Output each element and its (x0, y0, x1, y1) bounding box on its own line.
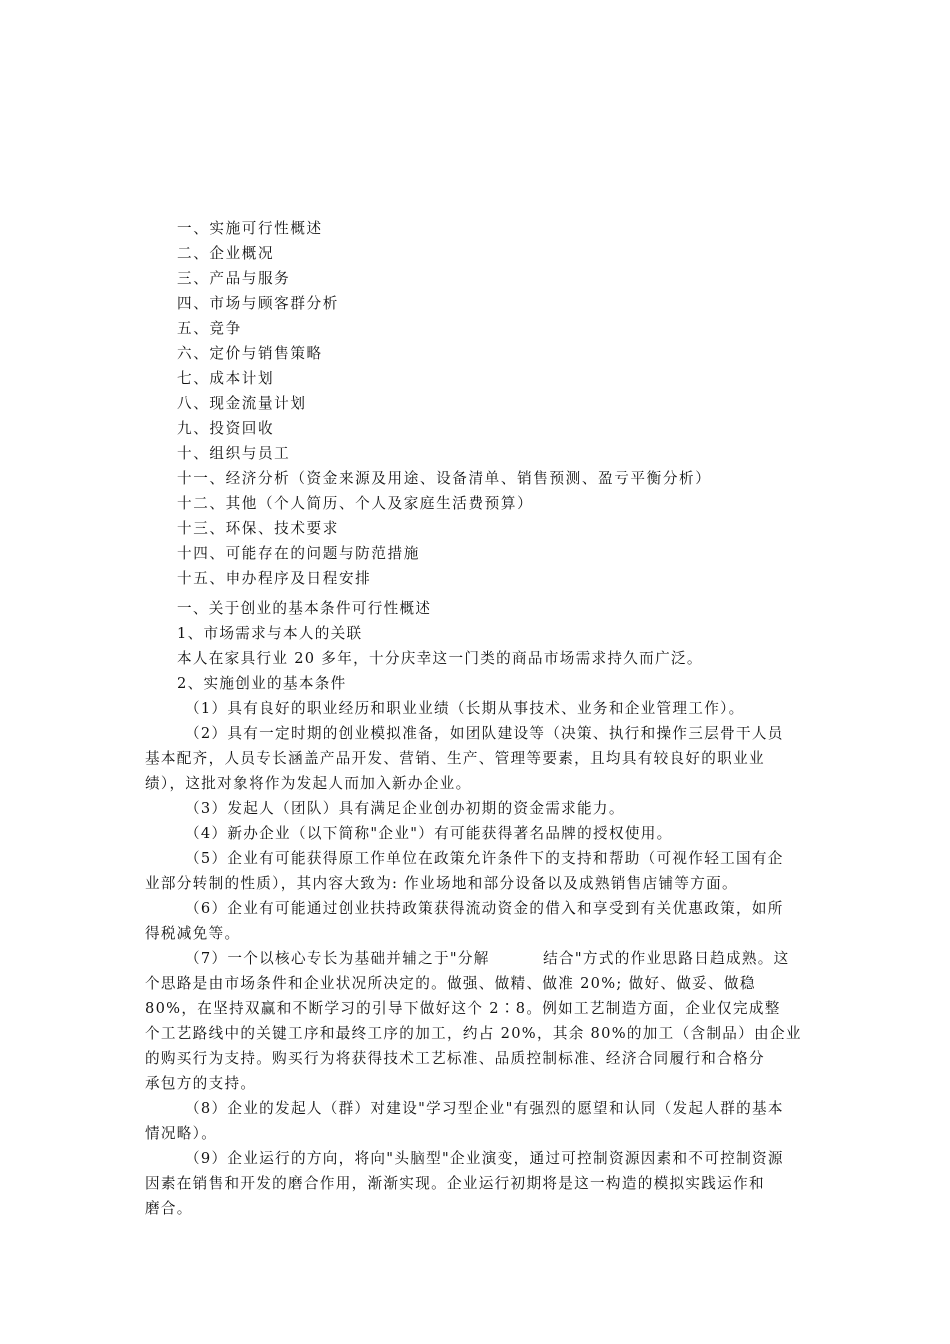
toc-item: 十、组织与员工 (177, 445, 291, 462)
paragraph-line: 个工艺路线中的关键工序和最终工序的加工，约占 20%，其余 80%的加工（含制品）由企业 (145, 1025, 802, 1042)
toc-item: 十三、环保、技术要求 (177, 520, 339, 537)
paragraph-line: （2）具有一定时期的创业模拟准备，如团队建设等（决策、执行和操作三层骨干人员 (185, 725, 784, 742)
table-of-contents (177, 216, 817, 591)
paragraph-line: （9）企业运行的方向，将向"头脑型"企业演变，通过可控制资源因素和不可控制资源 (185, 1150, 784, 1167)
toc-item: 八、现金流量计划 (177, 395, 307, 412)
toc-item: 一、实施可行性概述 (177, 220, 323, 237)
paragraph-line: 得税减免等。 (145, 925, 241, 942)
subsection-heading: 1、市场需求与本人的关联 (177, 625, 363, 642)
section-heading: 一、关于创业的基本条件可行性概述 (177, 600, 432, 617)
toc-item: 十一、经济分析（资金来源及用途、设备清单、销售预测、盈亏平衡分析） (177, 470, 712, 487)
paragraph-text: 本人在家具行业 20 多年，十分庆幸这一门类的商品市场需求持久而广泛。 (177, 650, 703, 667)
paragraph-line: （6）企业有可能通过创业扶持政策获得流动资金的借入和享受到有关优惠政策，如所 (185, 900, 784, 917)
paragraph-line: （1）具有良好的职业经历和职业业绩（长期从事技术、业务和企业管理工作）。 (185, 700, 745, 717)
paragraph-line: 因素在销售和开发的磨合作用，渐渐实现。企业运行初期将是这一构造的模拟实践运作和 (145, 1175, 765, 1192)
toc-item: 六、定价与销售策略 (177, 345, 323, 362)
toc-item: 十五、申办程序及日程安排 (177, 570, 372, 587)
paragraph-line: 情况略）。 (145, 1125, 218, 1142)
paragraph-line: 个思路是由市场条件和企业状况所决定的。做强、做精、做准 20%; 做好、做妥、做稳 (145, 975, 756, 992)
paragraph-line: 基本配齐，人员专长涵盖产品开发、营销、生产、管理等要素，且均具有较良好的职业业 (145, 750, 765, 767)
toc-item: 五、竞争 (177, 320, 242, 337)
paragraph-line: 的购买行为支持。购买行为将获得技术工艺标准、品质控制标准、经济合同履行和合格分 (145, 1050, 765, 1067)
paragraph-line: 80%，在坚持双赢和不断学习的引导下做好这个 2∶8。例如工艺制造方面，企业仅完成整 (145, 1000, 781, 1017)
toc-item: 二、企业概况 (177, 245, 275, 262)
section-1 (145, 596, 810, 1221)
paragraph-line: 磨合。 (145, 1200, 193, 1217)
paragraph-line: （5）企业有可能获得原工作单位在政策允许条件下的支持和帮助（可视作轻工国有企 (185, 850, 784, 867)
paragraph-line: 绩），这批对象将作为发起人而加入新办企业。 (145, 775, 472, 792)
toc-item: 七、成本计划 (177, 370, 275, 387)
paragraph-line: （4）新办企业（以下简称"企业"）有可能获得著名品牌的授权使用。 (185, 825, 673, 842)
paragraph-line: （3）发起人（团队）具有满足企业创办初期的资金需求能力。 (185, 800, 625, 817)
subsection-heading: 2、实施创业的基本条件 (177, 675, 347, 692)
paragraph-line: （7）一个以核心专长为基础并辅之于"分解 结合"方式的作业思路日趋成熟。这 (185, 950, 790, 967)
paragraph-line: 承包方的支持。 (145, 1075, 257, 1092)
toc-item: 九、投资回收 (177, 420, 275, 437)
toc-item: 十二、其他（个人简历、个人及家庭生活费预算） (177, 495, 534, 512)
toc-item: 四、市场与顾客群分析 (177, 295, 339, 312)
toc-item: 十四、可能存在的问题与防范措施 (177, 545, 420, 562)
toc-item: 三、产品与服务 (177, 270, 291, 287)
paragraph-line: 业部分转制的性质），其内容大致为: 作业场地和部分设备以及成熟销售店铺等方面。 (145, 875, 738, 892)
paragraph-line: （8）企业的发起人（群）对建设"学习型企业"有强烈的愿望和认同（发起人群的基本 (185, 1100, 784, 1117)
